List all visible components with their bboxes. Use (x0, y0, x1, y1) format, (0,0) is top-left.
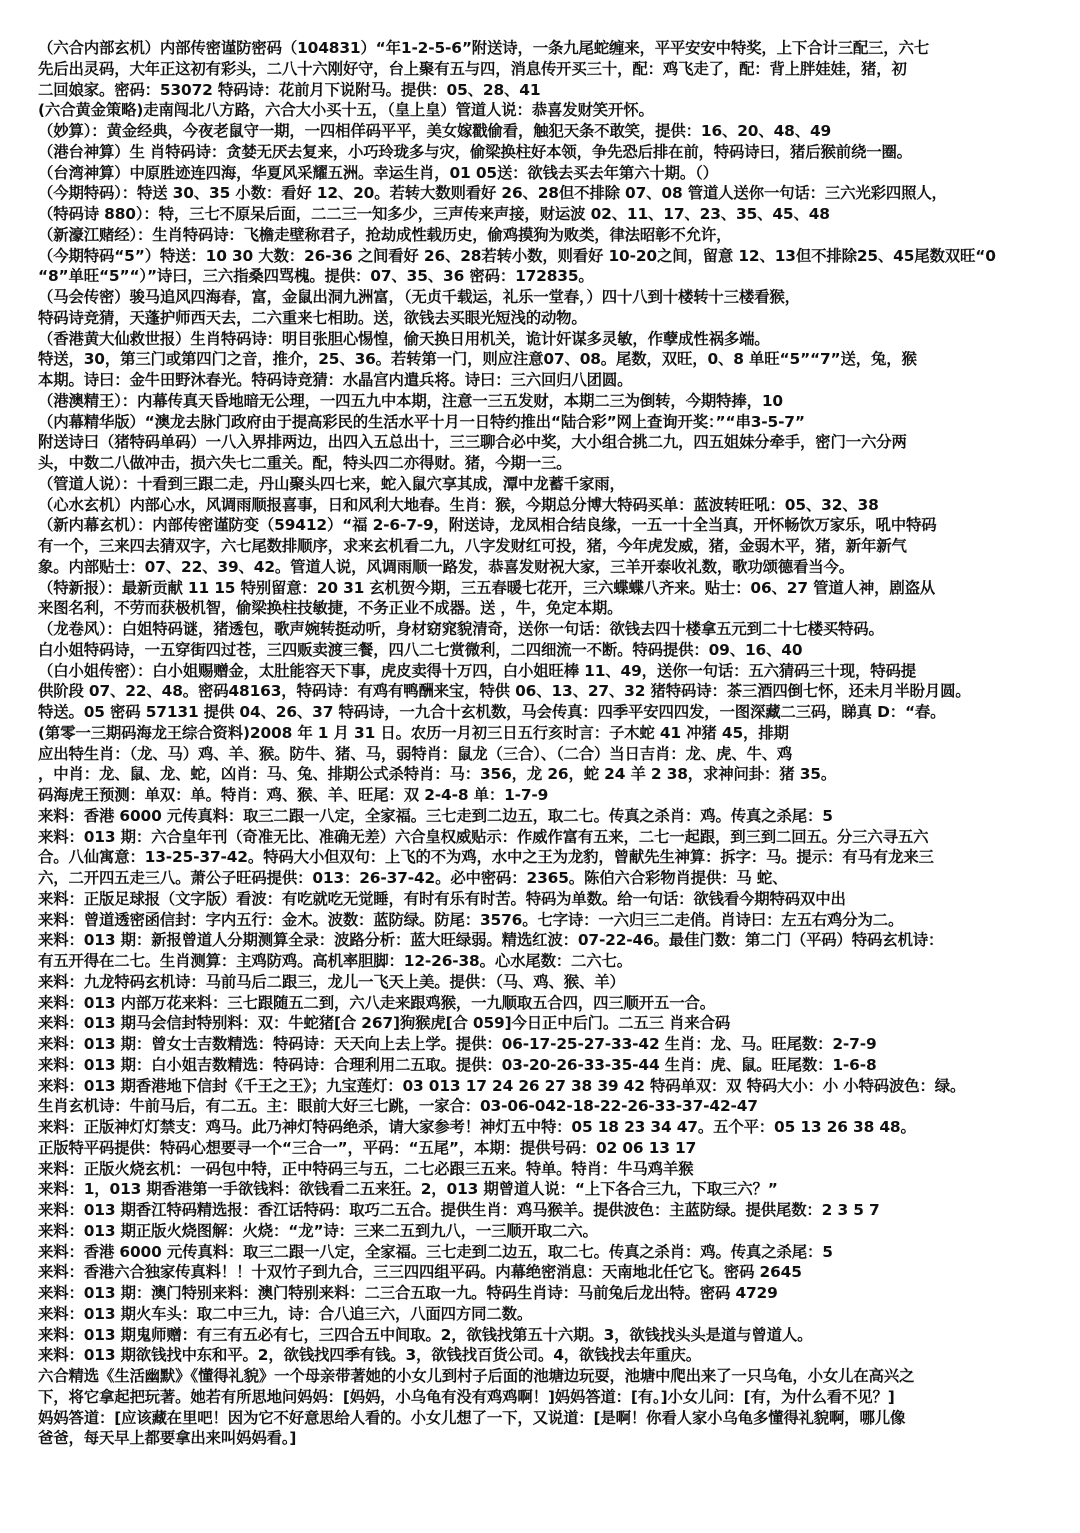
text-line: 生肖玄机诗：牛前马后，有二五。主：眼前大好三七跳，一家合：03-06-042-18-22-26-33-37-42-47 (38, 1097, 758, 1116)
text-line: 来料：正版火烧玄机：一码包中特，正中特码三与五，二七必跟三五来。特单。特肖：牛马鸡羊猴 (38, 1159, 694, 1178)
text-line: 来料：正版足球报（文字版）看波：有吃就吃无觉睡，有时有乐有时苦。特码为单数。给一句话：欲钱看今期特码双中出 (38, 889, 846, 908)
text-line: 来料：香港 6000 元传真料：取三二跟一八定，全家福。三七走到二边五，取二七。传真之杀肖：鸡。传真之杀尾：5 (38, 806, 833, 825)
text-line: 供阶段 07、22、48。密码48163，特码诗：有鸡有鸭酬来宝，特供 06、13、27、32 猪特码诗：茶三酒四倒七怀，还未月半盼月圆。 (38, 682, 971, 701)
text-line: （今期特码“5”）特送：10 30 大数：26-36 之间看好 26、28若转小数，则看好 10-20之间，留意 12、13但不排除25、45尾数双旺“0 (38, 246, 996, 265)
text-line: （今期特码）：特送 30、35 小数：看好 12、20。若转大数则看好 26、28但不排除 07、08 管道人送你一句话：三六光彩四照人， (38, 184, 947, 203)
text-line: 头，中数二八做冲击，损六失七二重关。配，特头四二亦得财。猪，今期一三。 (38, 454, 572, 472)
text-line: 来料：013 期正版火烧图解：火烧：“龙”诗：三来二五到九八，一三顺开取二六。 (38, 1221, 598, 1240)
text-line: 来料：九龙特码玄机诗：马前马后二跟三，龙儿一飞天上美。提供：（马、鸡、猴、羊） (38, 972, 625, 991)
text-line: 象。内部贴士：07、22、39、42。管道人说，风调雨顺一路发，恭喜发财祝大家，三羊开泰收礼数，歌功颂德看当今。 (38, 557, 855, 576)
text-line: 来料：013 期马会信封特别料：双：牛蛇猪[合 267]狗猴虎[合 059]今日正中后门。二五三 肖来合码 (38, 1014, 731, 1033)
text-line: 来料：013 期：六合皇年刊（奇准无比、准确无差）六合皇权威贴示：作威作富有五来，二七一起跟，到三到二回五。分三六寻五六 (38, 827, 929, 846)
text-line: 来料：曾道透密函信封：字内五行：金木。波数：蓝防绿。防尾：3576。七字诗：一六归三二走俏。肖诗曰：左五右鸡分为二。 (38, 910, 904, 929)
text-line: （港澳精王）：内幕传真天昏地暗无公理，一四五九中本期，注意一三五发财，本期二三为倒转，今期特捧，10 (38, 391, 783, 410)
text-line: 合。八仙寓意：13-25-37-42。特码大小但双句：上飞的不为鸡，水中之王为龙豹，曾献先生神算：拆字：马。提示：有马有龙来三 (38, 848, 934, 867)
document-body (38, 38, 1044, 1449)
text-line: 本期。诗曰：金牛田野沐春光。特码诗竞猜：水晶宫内遣兵将。诗曰：三六回归八团圆。 (38, 371, 633, 389)
text-line: 六合精选《生活幽默》《懂得礼貌》一个母亲带著她的小女儿到村子后面的池塘边玩耍，池塘中爬出来了一只乌龟，小女儿在高兴之 (38, 1367, 915, 1385)
text-line: 特送，30，第三门或第四门之音，推介，25、36。若转第一门，则应注意07、08。尾数，双旺，0、8 单旺“5”“7”送，兔，猴 (38, 350, 917, 369)
text-line: （台湾神算）中原胜迹连四海，华夏风采耀五洲。幸运生肖，01 05送：欲钱去买去年第六十期。（） (38, 163, 718, 182)
text-line: 先后出灵码，大年正这初有彩头，二八十六刚好守，台上聚有五与四，消息传开买三十，配：鸡飞走了，配：背上胖娃娃，猪，初 (38, 59, 907, 78)
text-line: 下，将它拿起把玩著。她若有所思地问妈妈：[妈妈，小乌龟有没有鸡鸡啊！]妈妈答道：[有。]小女儿问：[有，为什么看不见？] (38, 1387, 895, 1406)
text-line: (六合黄金策略)走南闯北八方路，六合大小买十五，（皇上皇）管道人说：恭喜发财笑开怀。 (38, 101, 654, 120)
text-line: 来料：013 期：白小姐吉数精选：特码诗：合理利用二五取。提供：03-20-26-33-35-44 生肖：虎、鼠。旺尾数：1-6-8 (38, 1055, 877, 1074)
text-line: “8”单旺“5”“）”诗曰，三六指桑四骂槐。提供：07、35、36 密码：172835。 (38, 267, 594, 286)
text-line: 来料：正版神灯灯禁支：鸡马。此乃神灯特码绝杀，请大家参考！神灯五中特：05 18 23 34 47。五个平：05 13 26 38 48。 (38, 1118, 916, 1136)
text-line: （六合内部玄机）内部传密谨防密码（104831）“年1-2-5-6”附送诗，一条九尾蛇缠来，平平安安中特奖，上下合计三配三，六七 (38, 39, 930, 57)
text-line: 来料：013 期：曾女士吉数精选：特码诗：天天向上去上学。提供：06-17-25-27-33-42 生肖：龙、马。旺尾数：2-7-9 (38, 1035, 877, 1053)
text-line: 来料：013 期鬼师赠：有三有五必有七，三四合五中间取。2，欲钱找第五十六期。3，欲钱找头头是道与曾道人。 (38, 1325, 813, 1344)
text-line: （马会传密）骏马追风四海春，富，金鼠出洞九洲富，（无贞千载运，礼乐一堂春，）四十八到十楼转十三楼看猴， (38, 288, 800, 306)
text-line: （管道人说）：十看到三跟二走，丹山聚头四七来，蛇入鼠穴享其成，潭中龙蓄千家雨， (38, 474, 625, 493)
text-line: 爸爸，每天早上都要拿出来叫妈妈看。] (38, 1429, 297, 1448)
text-line: （妙算）：黄金经典，今夜老鼠守一期，一四相佯码平平，美女嫁戳偷看，触犯天条不敢笑，提供：16、20、48、49 (38, 122, 832, 140)
text-line: （龙卷风）：白姐特码谜，猪透包，歌声婉转挺动听，身材窈窕貌清奇，送你一句话：欲钱去四十楼拿五元到二十七楼买特码。 (38, 620, 884, 638)
text-line: （特码诗 880）：特，三七不原呆后面，二二三一知多少，三声传来声接，财运波 02、11、17、23、35、45、48 (38, 205, 830, 223)
text-line: 妈妈答道：[应该藏在里吧！因为它不好意思给人看的。小女儿想了一下，又说道：[是啊！你看人家小乌龟多懂得礼貌啊，哪儿像 (38, 1408, 906, 1427)
text-line: 附送诗曰（猪特码单码）一八入界排两边，出四入五总出十，三三聊合必中奖，大小组合挑二九，四五姐妹分牵手，密门一六分两 (38, 433, 907, 452)
text-line: 正版特平码提供：特码心想要寻一个“三合一”，平码：“五尾”，本期：提供号码：02 06 13 17 (38, 1138, 697, 1157)
text-line: （新濠江赌经）：生肖特码诗：飞檐走壁称君子，抢劫成性载历史，偷鸡摸狗为败类，律法昭彰不允许， (38, 225, 732, 244)
text-line: 来料：013 期：新报曾道人分期测算全录：波路分析：蓝大旺绿弱。精选红波：07-22-46。最佳门数：第二门（平码）特码玄机诗： (38, 931, 944, 950)
text-line: 特送。05 密码 57131 提供 04、26、37 特码诗，一九合十玄机数，马会传真：四季平安四四发，一图深藏二三码，睇真 D：“春。 (38, 703, 946, 721)
text-line: （内幕精华版）“澳龙去脉门政府由于提高彩民的生活水平十月一日特约推出“陆合彩”网上查询开奖：”“串3-5-7” (38, 412, 805, 431)
text-line: 码海虎王预测：单双：单。特肖：鸡、猴、羊、旺尾：双 2-4-8 单：1-7-9 (38, 786, 549, 804)
text-line: 来料：013 期：澳门特别来料：澳门特别来料：二三合五取一九。特码生肖诗：马前兔后龙出特。密码 4729 (38, 1284, 778, 1302)
text-line: 来料：013 内部万花来料：三七跟随五二到，六八走来跟鸡猴，一九顺取五合四，四三顺开五一合。 (38, 993, 715, 1012)
text-line: ，中肖：龙、鼠、龙、蛇，凶肖：马、兔、排期公式杀特肖：马：356，龙 26，蛇 24 羊 2 38，求神问卦：猪 35。 (38, 765, 837, 784)
text-line: 有一个，三来四去猜双字，六七尾数排顺序，求来玄机看二九，八字发财红可投，猪，今年虎发威，猪，金弱木平，猪，新年新气 (38, 537, 907, 555)
text-line: (第零一三期码海龙王综合资料)2008 年 1 月 31 日。农历一月初三日五行亥时言：子木蛇 41 冲猪 45，排期 (38, 723, 789, 742)
text-line: 来图名利，不劳而获极机智，偷梁换柱技敏捷，不务正业不成器。送 ，牛，免定本期。 (38, 599, 623, 618)
text-line: 来料：香港六合独家传真料！！十双竹子到九合，三三四四组平码。内幕绝密消息：天南地北任它飞。密码 2645 (38, 1263, 802, 1282)
text-line: 来料：香港 6000 元传真料：取三二跟一八定，全家福。三七走到二边五，取二七。传真之杀肖：鸡。传真之杀尾：5 (38, 1242, 833, 1261)
text-line: 来料：013 期香江特码精选报：香江话特码：取巧二五合。提供生肖：鸡马猴羊。提供波色：主蓝防绿。提供尾数：2 3 5 7 (38, 1201, 880, 1219)
text-line: 应出特生肖：（龙、马）鸡、羊、猴。防牛、猪、马，弱特肖：鼠龙（三合）、（二合）当日吉肖：龙、虎、牛、鸡 (38, 744, 793, 763)
text-line: 有五开得在二七。生肖测算：主鸡防鸡。高机率胆脚：12-26-38。心水尾数：二六七。 (38, 952, 633, 970)
text-line: （心水玄机）内部心水，风调雨顺报喜事，日和风利大地春。生肖：猴，今期总分博大特码买单：蓝波转旺吼：05、32、38 (38, 495, 879, 514)
text-line: （港台神算）生 肖特码诗：贪婪无厌去复来，小巧玲珑多与灾，偷梁换柱好本领，争先恐后排在前，特码诗曰，猪后猴前绕一圈。 (38, 142, 912, 161)
text-line: 特码诗竞猜，天蓬护师西天去，二六重来七相助。送，欲钱去买眼光短浅的动物。 (38, 308, 587, 327)
text-line: 白小姐特码诗，一五穿街四过苍，三四贩卖渡三餐，四八二七赏微利，二四细流一不断。特码提供：09、16、40 (38, 640, 803, 659)
text-line: 六，二开四五走三八。萧公子旺码提供：013：26-37-42。必中密码：2365。陈伯六合彩物肖提供：马 蛇、 (38, 869, 788, 887)
text-line: （香港黄大仙救世报）生肖特码诗：明目张胆心惕惶，偷天换日用机关，诡计奸谋多灵敏，作孽成性祸多端。 (38, 329, 770, 348)
text-line: 来料：013 期火车头：取二中三九，诗：合八追三六，八面四方同二数。 (38, 1304, 533, 1323)
text-line: 来料：013 期香港地下信封《千王之王》；九宝莲灯：03 013 17 24 26 27 38 39 42 特码单双：双 特码大小：小 小特码波色：绿。 (38, 1076, 966, 1095)
text-line: （特新报）：最新贡献 11 15 特别留意：20 31 玄机贺今期，三五春暖七花开，三六蝶蝶八齐来。贴士：06、27 管道人神，剧盗从 (38, 578, 936, 597)
text-line: （白小姐传密）：白小姐赐赠金，太肚能容天下事，虎皮卖得十万四，白小姐旺棒 11、49，送你一句话：五六猜码三十现，特码提 (38, 661, 916, 680)
text-line: 来料：1，013 期香港第一手欲钱料：欲钱看二五来狂。2，013 期曾道人说：“上下各合三九，下取三六？” (38, 1180, 778, 1199)
text-line: 来料：013 期欲钱找中东和平。2，欲钱找四季有钱。3，欲钱找百货公司。4，欲钱找去年重庆。 (38, 1346, 701, 1365)
text-line: 二回娘家。密码：53072 特码诗：花前月下说附马。提供：05、28、41 (38, 80, 541, 99)
text-line: （新内幕玄机）：内部传密谨防变（59412）“福 2-6-7-9，附送诗，龙凤相合结良缘，一五一十全当真，开怀畅饮万家乐，吼中特码 (38, 516, 937, 535)
